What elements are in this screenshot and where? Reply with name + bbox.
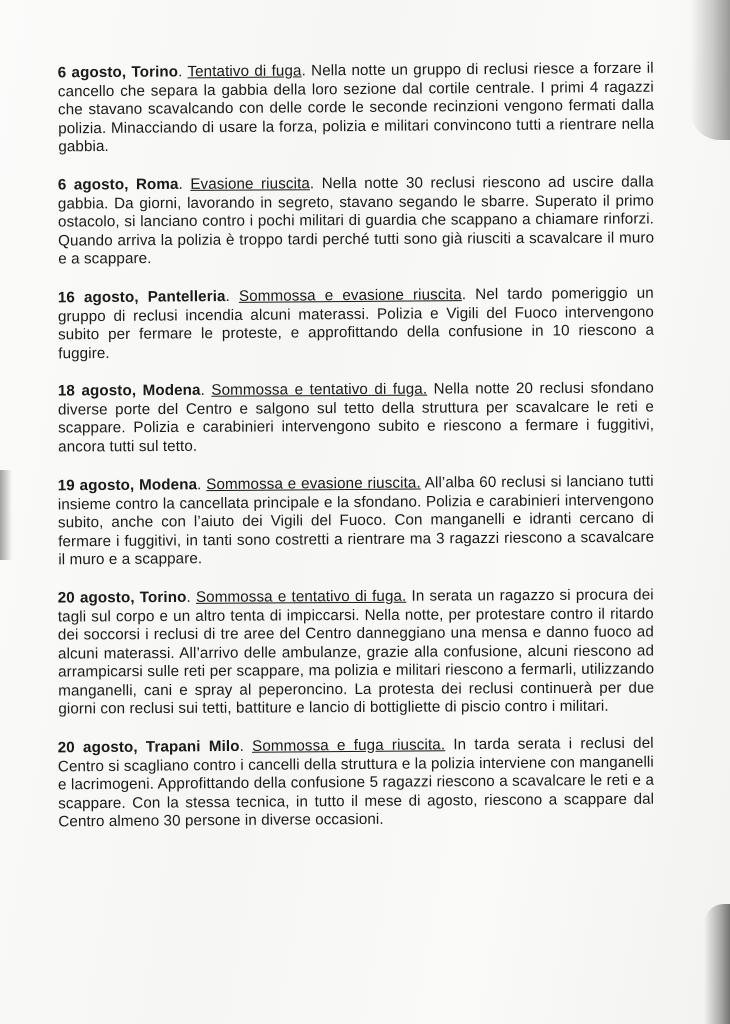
entry-heading: 20 agosto, Torino bbox=[57, 588, 187, 607]
entry-event-type: Sommossa e evasione riuscita. bbox=[206, 474, 421, 494]
entry-heading: 16 agosto, Pantelleria bbox=[57, 288, 226, 307]
entry-19-agosto-modena: 19 agosto, Modena. Sommossa e evasione riuscita. All’alba 60 reclusi si lanciano tutti insieme contro la cancellata principale e la sfondano. Polizia e carabinieri intervengono subito, anche con l’aiuto dei Vigili del Fuoco. Con manganelli e idranti cercano di fermare i fuggitivi, in tanti sono costretti a rientrare ma 3 ragazzi riescono a scavalcare il muro e a scappare. bbox=[57, 472, 655, 569]
entry-heading: 6 agosto, Roma bbox=[57, 175, 179, 194]
document-body bbox=[57, 59, 655, 850]
entry-16-agosto-pantelleria: 16 agosto, Pantelleria. Sommossa e evasione riuscita. Nel tardo pomeriggio un gruppo di reclusi incendia alcuni materassi. Polizia e Vigili del Fuoco intervengono subito per fermare le proteste, e approfittando della confusione in 10 riescono a fuggire. bbox=[57, 284, 655, 362]
entry-text: Nella notte 20 reclusi sfondano diverse porte del Centro e salgono sul tetto della struttura per scavalcare le reti e scappare. Polizia e carabinieri intervengono subito e riescono a fermare i fuggitivi, ancora tutti sul tetto. bbox=[57, 379, 655, 456]
entry-text: Nel tardo pomeriggio un gruppo di reclusi incendia alcuni materassi. Polizia e Vigili del Fuoco intervengono subito per fermare le proteste, e approfittando della confusione in 10 riescono a fuggire. bbox=[57, 284, 655, 362]
entry-text: All’alba 60 reclusi si lanciano tutti insieme contro la cancellata principale e la sfondano. Polizia e carabinieri intervengono subito, anche con l’aiuto dei Vigili del Fuoco. Con manganelli e idranti cercano di fermare i fuggitivi, in tanti sono costretti a rientrare ma 3 ragazzi riescono a scavalcare il muro e a scappare. bbox=[57, 472, 655, 569]
entry-event-type: Tentativo di fuga bbox=[187, 62, 302, 81]
entry-text: In tarda serata i reclusi del Centro si scagliano contro i cancelli della struttura e la polizia interviene con manganelli e lacrimogeni. Approfittando della confusione 5 ragazzi riescono a scavalcare le reti e a scappare. Con la stessa tecnica, in tutto il mese di agosto, riescono a scappare dal Centro almeno 30 persone in diverse occasioni. bbox=[57, 734, 655, 831]
entry-heading: 18 agosto, Modena bbox=[57, 381, 201, 400]
entry-text: Nella notte un gruppo di reclusi riesce a forzare il cancello che separa la gabbia della loro sezione dal cortile centrale. I primi 4 ragazzi che stavano scavalcando con delle corde le seconde recinzioni vengono fermati dalla polizia. Minacciando di usare la forza, polizia e militari convincono tutti a rientrare nella gabbia. bbox=[57, 59, 655, 156]
entry-18-agosto-modena: 18 agosto, Modena. Sommossa e tentativo di fuga. Nella notte 20 reclusi sfondano diverse porte del Centro e salgono sul tetto della struttura per scavalcare le reti e scappare. Polizia e carabinieri intervengono subito e riescono a fermare i fuggitivi, ancora tutti sul tetto. bbox=[57, 379, 655, 456]
entry-event-type: Sommossa e fuga riuscita. bbox=[251, 736, 446, 755]
entry-text: In serata un ragazzo si procura dei tagli sul corpo e un altro tenta di impiccarsi. Nella notte, per protestare contro il ritardo dei soccorsi i reclusi di tre aree del Centro danneggiano una mensa e danno fuoco ad alcuni materassi. All’arrivo delle ambulanze, grazie alla confusione, alcuni riescono ad arrampicarsi sulle reti per scappare, ma polizia e militari riescono a fermarli, utilizzando manganelli, cani e spray al peperoncino. La protesta dei reclusi continuerà per due giorni con reclusi sui tetti, battiture e lancio di bottigliette di piscio contro i militari. bbox=[57, 585, 655, 718]
entry-6-agosto-torino: 6 agosto, Torino. Tentativo di fuga. Nella notte un gruppo di reclusi riesce a forzare il cancello che separa la gabbia della loro sezione dal cortile centrale. I primi 4 ragazzi che stavano scavalcando con delle corde le seconde recinzioni vengono fermati dalla polizia. Minacciando di usare la forza, polizia e militari convincono tutti a rientrare nella gabbia. bbox=[57, 59, 655, 156]
entry-heading: 19 agosto, Modena bbox=[57, 476, 198, 495]
scan-shadow-bottom-right bbox=[704, 904, 730, 1024]
entry-6-agosto-roma: 6 agosto, Roma. Evasione riuscita. Nella notte 30 reclusi riescono ad uscire dalla gabbia. Da giorni, lavorando in segreto, stavano segando le sbarre. Superato il primo ostacolo, si lanciano contro i pochi militari di guardia che scappano a chiamare rinforzi. Quando arriva la polizia è troppo tardi perché tutti sono già riusciti a scavalcare il muro e a scappare. bbox=[57, 172, 655, 268]
entry-20-agosto-torino: 20 agosto, Torino. Sommossa e tentativo di fuga. In serata un ragazzo si procura dei tagli sul corpo e un altro tenta di impiccarsi. Nella notte, per protestare contro il ritardo dei soccorsi i reclusi di tre aree del Centro danneggiano una mensa e danno fuoco ad alcuni materassi. All’arrivo delle ambulanze, grazie alla confusione, alcuni riescono ad arrampicarsi sulle reti per scappare, ma polizia e militari riescono a fermarli, utilizzando manganelli, cani e spray al peperoncino. La protesta dei reclusi continuerà per due giorni con reclusi sui tetti, battiture e lancio di bottigliette di piscio contro i militari. bbox=[57, 585, 655, 718]
scan-shadow-left bbox=[0, 470, 12, 560]
entry-event-type: Sommossa e tentativo di fuga. bbox=[195, 587, 407, 606]
entry-20-agosto-trapani-milo: 20 agosto, Trapani Milo. Sommossa e fuga riuscita. In tarda serata i reclusi del Centro si scagliano contro i cancelli della struttura e la polizia interviene con manganelli e lacrimogeni. Approfittando della confusione 5 ragazzi riescono a scavalcare le reti e a scappare. Con la stessa tecnica, in tutto il mese di agosto, riescono a scappare dal Centro almeno 30 persone in diverse occasioni. bbox=[57, 734, 655, 831]
entry-text: Nella notte 30 reclusi riescono ad uscire dalla gabbia. Da giorni, lavorando in segreto, stavano segando le sbarre. Superato il primo ostacolo, si lanciano contro i pochi militari di guardia che scappano a chiamare rinforzi. Quando arriva la polizia è troppo tardi perché tutti sono già riusciti a scavalcare il muro e a scappare. bbox=[57, 172, 655, 268]
scan-shadow-top-right bbox=[690, 0, 730, 140]
entry-event-type: Evasione riuscita bbox=[190, 174, 310, 193]
entry-event-type: Sommossa e evasione riuscita bbox=[238, 286, 462, 305]
entry-heading: 20 agosto, Trapani Milo bbox=[57, 737, 240, 757]
entry-heading: 6 agosto, Torino bbox=[57, 63, 179, 82]
entry-event-type: Sommossa e tentativo di fuga. bbox=[211, 380, 428, 399]
